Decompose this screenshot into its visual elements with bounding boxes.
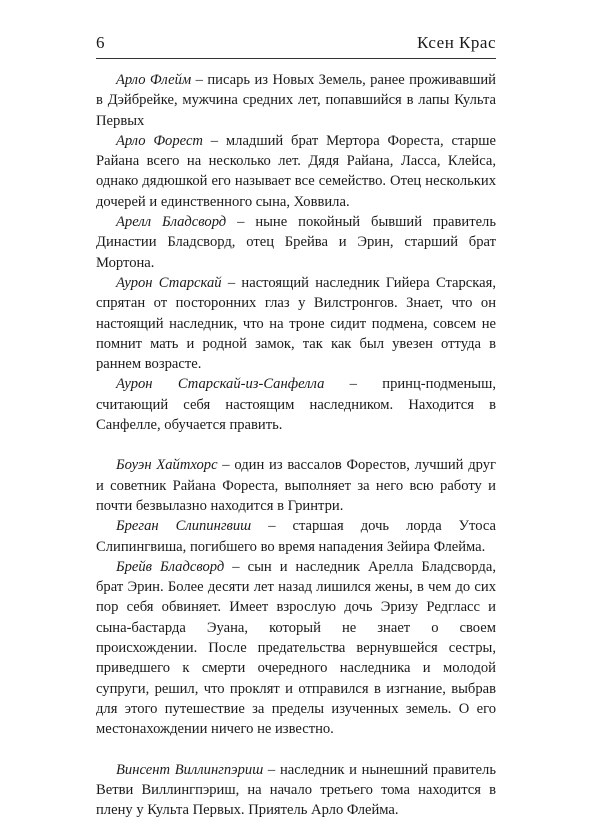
entry-text: – наследник и нынешний правитель Ветви Виллингпэриш, на начало третьего тома находится в плену у Культа Первых. Приятель Арло Флейма. — [96, 762, 496, 819]
entry-name: Аурон Старскай — [116, 275, 222, 291]
glossary-entry — [96, 760, 496, 820]
glossary-entry — [96, 131, 496, 212]
entry-text: – ныне покойный бывший правитель Династии Бладсворд, отец Брейва и Эрин, старший брат Мортона. — [96, 214, 496, 271]
entry-name: Винсент Виллингпэриш — [116, 762, 263, 778]
entry-text: – настоящий наследник Гийера Старская, спрятан от посторонних глаз у Вилстронгов. Знает, что он настоящий наследник, что на троне сидит подмена, совсем не помнит мать и родной замок, так как был увезен оттуда в раннем возрасте. — [96, 275, 496, 372]
glossary-entry — [96, 212, 496, 273]
glossary-entry — [96, 273, 496, 374]
glossary-body — [96, 70, 496, 820]
entry-name: Арло Форест — [116, 133, 203, 149]
glossary-entry — [96, 557, 496, 740]
page-number: 6 — [96, 33, 105, 53]
glossary-entry — [96, 516, 496, 557]
section-gap — [96, 435, 496, 455]
entry-text: – старшая дочь лорда Утоса Слипингвиша, погибшего во время нападения Зейира Флейма. — [96, 518, 496, 554]
entry-name: Арелл Бладсворд — [116, 214, 226, 230]
running-title: Ксен Крас — [417, 33, 496, 53]
entry-name: Арло Флейм — [116, 72, 191, 88]
entry-text: – один из вассалов Форестов, лучший друг и советник Райана Фореста, выполняет за него всю работу и почти безвылазно находится в Гринтри. — [96, 457, 496, 514]
entry-text: – принц-подменыш, считающий себя настоящим наследником. Находится в Санфелле, обучается править. — [96, 376, 496, 433]
entry-name: Аурон Старскай-из-Санфелла — [116, 376, 324, 392]
entry-name: Бреган Слипингвиш — [116, 518, 251, 534]
glossary-entry — [96, 455, 496, 516]
entry-name: Боуэн Хайтхорс — [116, 457, 218, 473]
glossary-entry — [96, 70, 496, 131]
entry-text: – писарь из Новых Земель, ранее проживавший в Дэйбрейке, мужчина средних лет, попавшийся в лапы Культа Первых — [96, 72, 496, 129]
entry-name: Брейв Бладсворд — [116, 559, 224, 575]
entry-text: – младший брат Мертора Фореста, старше Райана всего на несколько лет. Дядя Райана, Ласса, Клейса, однако дядюшкой его называет все семейство. Отец нескольких дочерей и единственного сына, Ховвила. — [96, 133, 496, 210]
entry-text: – сын и наследник Арелла Бладсворда, брат Эрин. Более десяти лет назад лишился жены, в чем до сих пор себя обвиняет. Имеет взрослую дочь Эризу Редгласс и сына-бастарда Эуана, который не знает о своем происхождении. После предательства вернувшейся сестры, приведшего к смерти очередного наследника и молодой супруги, решил, что проклят и отправился в изгнание, выбрав для этого путешествие за пределы изученных земель. О его местонахождении ничего не известно. — [96, 559, 496, 737]
running-header — [96, 33, 496, 53]
header-rule — [96, 58, 496, 59]
glossary-entry — [96, 374, 496, 435]
